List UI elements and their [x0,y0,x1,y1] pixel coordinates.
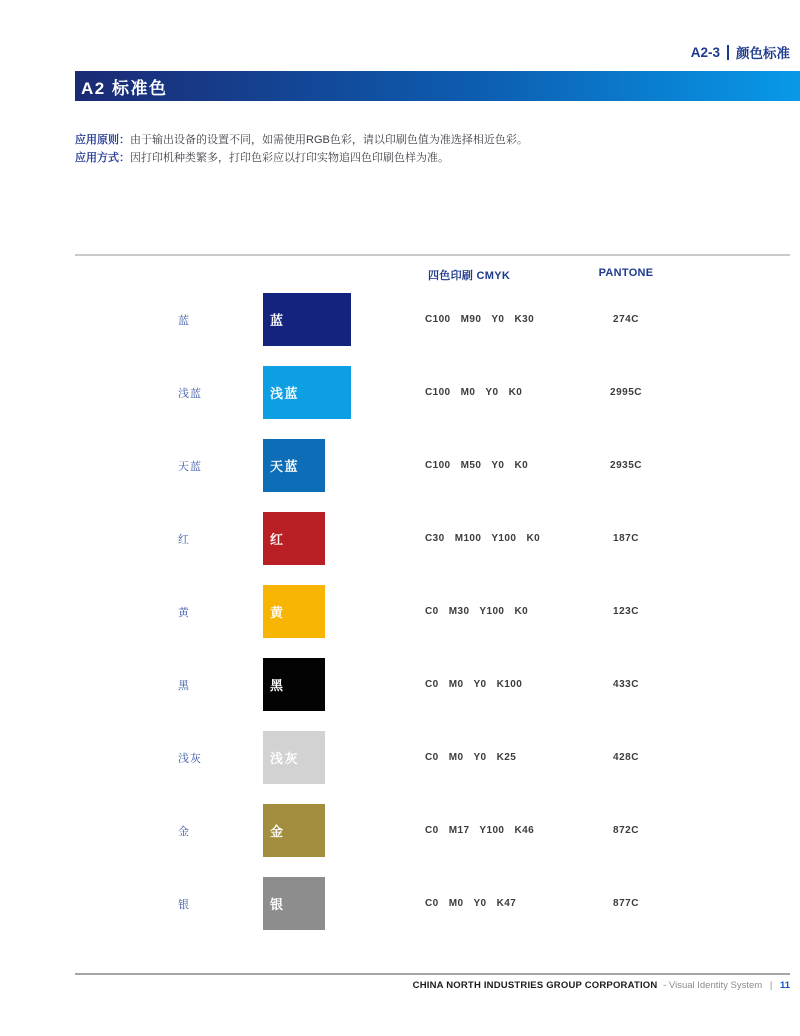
table-row [75,585,790,658]
swatch-label: 红 [270,532,285,547]
table-row [75,877,790,950]
usage-method-text: 因打印机种类繁多，打印色彩应以打印实物追四色印刷色样为准。 [130,152,449,164]
swatch-label: 银 [270,897,285,912]
color-swatch [263,658,325,711]
cmyk-value: C0 M0 Y0 K100 [425,679,523,690]
color-swatch [263,585,325,638]
usage-notes [75,131,528,167]
table-row [75,731,790,804]
table-header-row [75,256,790,293]
color-name: 黄 [178,606,190,619]
table-row [75,512,790,585]
swatch-label: 金 [270,824,285,839]
color-swatch [263,366,351,419]
table-row [75,804,790,877]
cmyk-value: C100 M0 Y0 K0 [425,387,523,398]
color-swatch [263,877,325,930]
page-title: A2 标准色 [81,78,168,98]
pantone-value: 428C [613,752,639,763]
table-row [75,439,790,512]
footer-subtitle: - Visual Identity System [663,980,763,991]
swatch-label: 浅灰 [270,751,300,766]
cmyk-value: C30 M100 Y100 K0 [425,533,541,544]
page-number: 11 [779,980,790,991]
color-name: 蓝 [178,314,190,327]
swatch-label: 天蓝 [270,459,300,474]
color-swatch [263,731,325,784]
color-name: 浅蓝 [178,387,202,400]
color-name: 黑 [178,679,190,692]
table-row [75,658,790,731]
cmyk-value: C0 M30 Y100 K0 [425,606,529,617]
pantone-value: 872C [613,825,639,836]
pantone-value: 877C [613,898,639,909]
color-name: 银 [178,898,190,911]
swatch-label: 浅蓝 [270,386,300,401]
pantone-value: 187C [613,533,639,544]
section-name: 颜色标准 [736,46,790,61]
usage-method-line [75,149,528,167]
color-swatch [263,804,325,857]
section-code: A2-3 [690,44,720,60]
table-row [75,293,790,366]
pantone-value: 123C [613,606,639,617]
usage-method-label: 应用方式： [75,152,130,164]
swatch-label: 黄 [270,605,285,620]
color-name: 红 [178,533,190,546]
cmyk-value: C0 M0 Y0 K47 [425,898,517,909]
usage-principle-label: 应用原则： [75,134,130,146]
pantone-column-header: PANTONE [598,267,654,279]
color-swatch [263,293,351,346]
separator-bar [727,45,729,60]
footer-rule [75,973,790,975]
cmyk-value: C0 M0 Y0 K25 [425,752,517,763]
table-row [75,366,790,439]
color-name: 金 [178,825,190,838]
color-swatch [263,512,325,565]
cmyk-value: C100 M50 Y0 K0 [425,460,529,471]
pantone-value: 274C [613,314,639,325]
cmyk-column-header: 四色印刷 CMYK [428,270,511,282]
cmyk-value: C0 M17 Y100 K46 [425,825,535,836]
pantone-value: 2935C [610,460,642,471]
footer-separator: | [769,980,773,991]
pantone-value: 433C [613,679,639,690]
cmyk-value: C100 M90 Y0 K30 [425,314,535,325]
company-name: CHINA NORTH INDUSTRIES GROUP CORPORATION [412,980,658,991]
swatch-label: 蓝 [270,313,285,328]
usage-principle-line [75,131,528,149]
color-table [75,254,790,950]
pantone-value: 2995C [610,387,642,398]
footer [75,980,790,991]
color-name: 天蓝 [178,460,202,473]
section-title-bar [75,71,800,101]
color-name: 浅灰 [178,752,202,765]
swatch-label: 黑 [270,678,285,693]
section-tag [691,42,790,62]
usage-principle-text: 由于输出设备的设置不同，如需使用RGB色彩，请以印刷色值为准选择相近色彩。 [130,134,528,146]
color-swatch [263,439,325,492]
